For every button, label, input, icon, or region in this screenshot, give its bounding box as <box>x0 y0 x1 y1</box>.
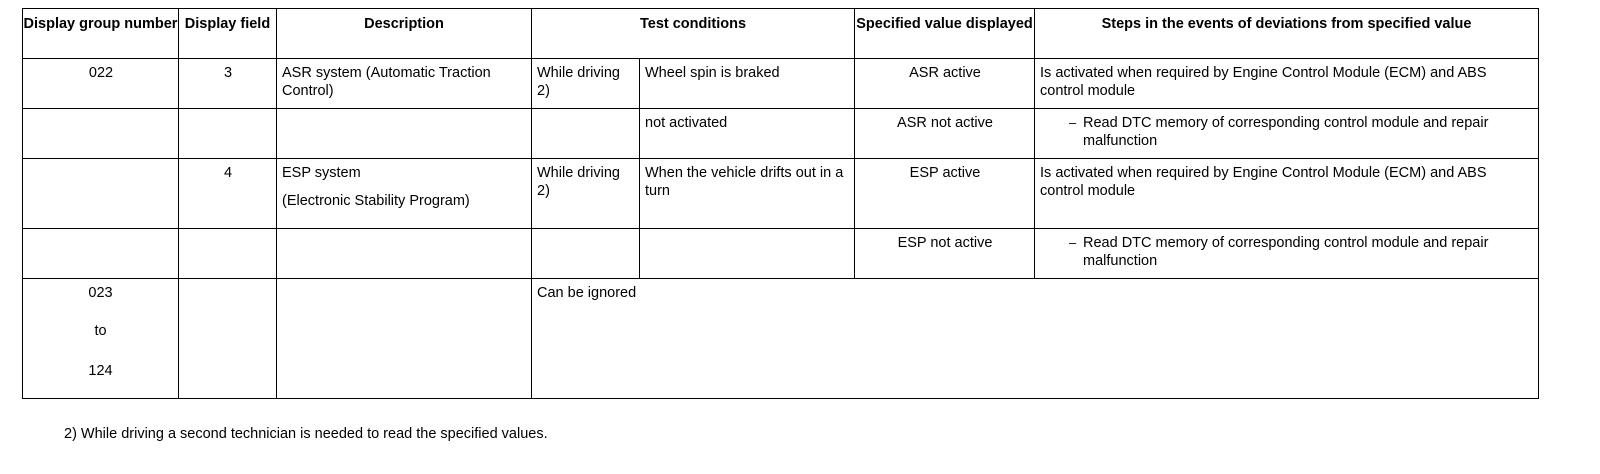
field-cell: 4 <box>179 159 277 229</box>
header-display-field: Display field <box>179 9 277 59</box>
specified-value-cell: ASR active <box>855 59 1035 109</box>
table-row <box>23 279 1539 399</box>
group-range-start: 023 <box>88 285 113 301</box>
table-row <box>23 159 1539 229</box>
group-cell <box>23 229 179 279</box>
table-header-row <box>23 9 1539 59</box>
specified-value-cell: ESP active <box>855 159 1035 229</box>
table-row <box>23 229 1539 279</box>
dash-bullet: – <box>1069 235 1077 250</box>
steps-cell <box>1035 229 1539 279</box>
group-range-end: 124 <box>88 363 113 379</box>
condition-cell: While driving 2) <box>532 159 640 229</box>
description-line: ESP system <box>282 165 361 181</box>
group-range-cell <box>23 279 179 399</box>
specified-value-cell: ASR not active <box>855 109 1035 159</box>
table-row <box>23 59 1539 109</box>
condition-detail-cell: not activated <box>640 109 855 159</box>
field-cell: 3 <box>179 59 277 109</box>
group-cell: 022 <box>23 59 179 109</box>
condition-detail-cell <box>640 229 855 279</box>
steps-cell: Is activated when required by Engine Control Module (ECM) and ABS control module <box>1035 59 1539 109</box>
header-group-number: Display group number <box>23 9 179 59</box>
group-cell <box>23 159 179 229</box>
specified-value-cell: ESP not active <box>855 229 1035 279</box>
condition-detail-cell: When the vehicle drifts out in a turn <box>640 159 855 229</box>
measured-values-table <box>22 8 1539 399</box>
dash-bullet: – <box>1069 115 1077 130</box>
description-cell <box>277 279 532 399</box>
description-cell <box>277 229 532 279</box>
header-test-conditions: Test conditions <box>532 9 855 59</box>
description-cell: ASR system (Automatic Traction Control) <box>277 59 532 109</box>
header-steps: Steps in the events of deviations from specified value <box>1035 9 1539 59</box>
field-cell <box>179 109 277 159</box>
measured-values-table-container <box>22 8 1538 399</box>
field-cell <box>179 279 277 399</box>
description-cell <box>277 159 532 229</box>
condition-cell: Can be ignored <box>532 279 1539 399</box>
field-cell <box>179 229 277 279</box>
description-line: (Electronic Stability Program) <box>282 193 470 209</box>
step-text: Read DTC memory of corresponding control module and repair malfunction <box>1083 235 1489 269</box>
condition-cell <box>532 109 640 159</box>
condition-cell <box>532 229 640 279</box>
condition-detail-cell: Wheel spin is braked <box>640 59 855 109</box>
group-range-to: to <box>94 323 107 339</box>
condition-cell: While driving 2) <box>532 59 640 109</box>
step-list-item <box>1035 229 1538 275</box>
footnote: 2) While driving a second technician is needed to read the specified values. <box>64 426 548 442</box>
step-list-item <box>1035 109 1538 155</box>
header-specified-value: Specified value displayed <box>855 9 1035 59</box>
step-text: Read DTC memory of corresponding control module and repair malfunction <box>1083 115 1489 149</box>
steps-cell <box>1035 109 1539 159</box>
header-description: Description <box>277 9 532 59</box>
description-cell <box>277 109 532 159</box>
steps-cell: Is activated when required by Engine Control Module (ECM) and ABS control module <box>1035 159 1539 229</box>
group-cell <box>23 109 179 159</box>
table-row <box>23 109 1539 159</box>
